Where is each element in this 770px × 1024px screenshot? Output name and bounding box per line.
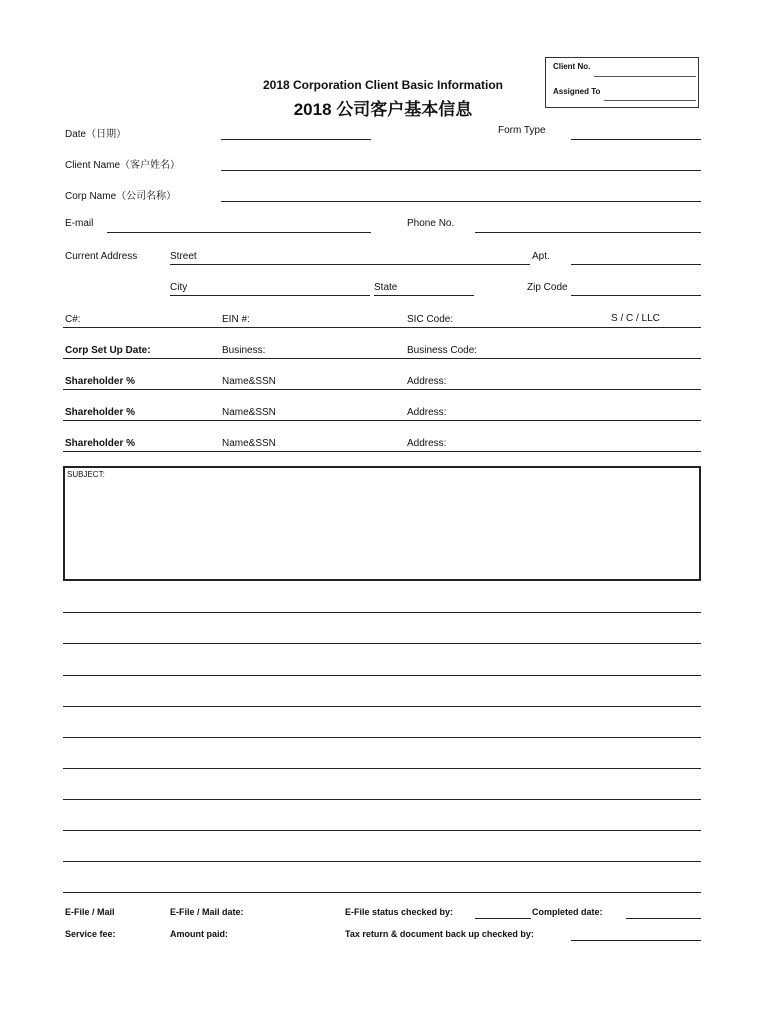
shareholder-3-address-label: Address: <box>407 438 447 449</box>
note-line[interactable] <box>63 830 701 831</box>
note-line[interactable] <box>63 706 701 707</box>
phone-field[interactable] <box>475 232 701 233</box>
shareholder-1-row-line[interactable] <box>63 389 701 390</box>
sic-code-label: SIC Code: <box>407 314 454 325</box>
shareholder-3-pct-label: Shareholder % <box>65 438 136 449</box>
business-label: Business: <box>222 345 266 356</box>
note-line[interactable] <box>63 612 701 613</box>
street-field[interactable] <box>170 264 530 265</box>
apt-field[interactable] <box>571 264 701 265</box>
shareholder-2-row-line[interactable] <box>63 420 701 421</box>
completed-date-label: Completed date: <box>532 907 603 917</box>
city-label: City <box>170 282 188 293</box>
service-fee-label: Service fee: <box>65 929 116 939</box>
client-name-label: Client Name（客户姓名） <box>65 160 181 171</box>
shareholder-1-pct-label: Shareholder % <box>65 376 136 387</box>
tax-return-check-field[interactable] <box>571 940 701 941</box>
corp-name-field[interactable] <box>221 201 701 202</box>
shareholder-2-pct-label: Shareholder % <box>65 407 136 418</box>
date-field[interactable] <box>221 139 371 140</box>
street-label: Street <box>170 251 197 262</box>
state-field[interactable] <box>374 295 474 296</box>
zip-code-label: Zip Code <box>527 282 568 293</box>
note-line[interactable] <box>63 892 701 893</box>
c-ein-sic-row-line[interactable] <box>63 327 701 328</box>
corp-setup-row-line[interactable] <box>63 358 701 359</box>
entity-type-label: S / C / LLC <box>611 313 660 324</box>
shareholder-3-row-line[interactable] <box>63 451 701 452</box>
client-name-field[interactable] <box>221 170 701 171</box>
email-label: E-mail <box>65 218 94 229</box>
phone-label: Phone No. <box>407 218 455 229</box>
corp-setup-date-label: Corp Set Up Date: <box>65 345 151 356</box>
shareholder-2-name-label: Name&SSN <box>222 407 276 418</box>
current-address-label: Current Address <box>65 251 138 262</box>
subject-label: SUBJECT: <box>67 470 105 479</box>
email-field[interactable] <box>107 232 371 233</box>
efile-mail-label: E-File / Mail <box>65 907 115 917</box>
assigned-to-label: Assigned To <box>553 87 601 96</box>
note-line[interactable] <box>63 799 701 800</box>
city-field[interactable] <box>170 295 370 296</box>
form-type-label: Form Type <box>498 125 546 136</box>
note-line[interactable] <box>63 737 701 738</box>
client-no-field[interactable] <box>594 76 696 77</box>
note-line[interactable] <box>63 861 701 862</box>
shareholder-1-address-label: Address: <box>407 376 447 387</box>
corp-name-label: Corp Name（公司名称） <box>65 191 177 202</box>
note-line[interactable] <box>63 768 701 769</box>
shareholder-3-name-label: Name&SSN <box>222 438 276 449</box>
completed-date-field[interactable] <box>626 918 701 919</box>
efile-status-field[interactable] <box>475 918 531 919</box>
efile-mail-date-label: E-File / Mail date: <box>170 907 244 917</box>
efile-status-label: E-File status checked by: <box>345 907 454 917</box>
business-code-label: Business Code: <box>407 345 478 356</box>
apt-label: Apt. <box>532 251 550 262</box>
form-type-field[interactable] <box>571 139 701 140</box>
note-line[interactable] <box>63 675 701 676</box>
title-english: 2018 Corporation Client Basic Information <box>262 78 504 92</box>
shareholder-1-name-label: Name&SSN <box>222 376 276 387</box>
shareholder-2-address-label: Address: <box>407 407 447 418</box>
client-no-label: Client No. <box>553 62 591 71</box>
zip-code-field[interactable] <box>571 295 701 296</box>
c-number-label: C#: <box>65 314 81 325</box>
subject-box[interactable] <box>63 466 701 581</box>
tax-return-check-label: Tax return & document back up checked by: <box>345 929 534 939</box>
amount-paid-label: Amount paid: <box>170 929 228 939</box>
date-label: Date（日期） <box>65 129 127 140</box>
title-chinese: 2018 公司客户基本信息 <box>293 100 473 119</box>
state-label: State <box>374 282 398 293</box>
ein-label: EIN #: <box>222 314 250 325</box>
note-line[interactable] <box>63 643 701 644</box>
